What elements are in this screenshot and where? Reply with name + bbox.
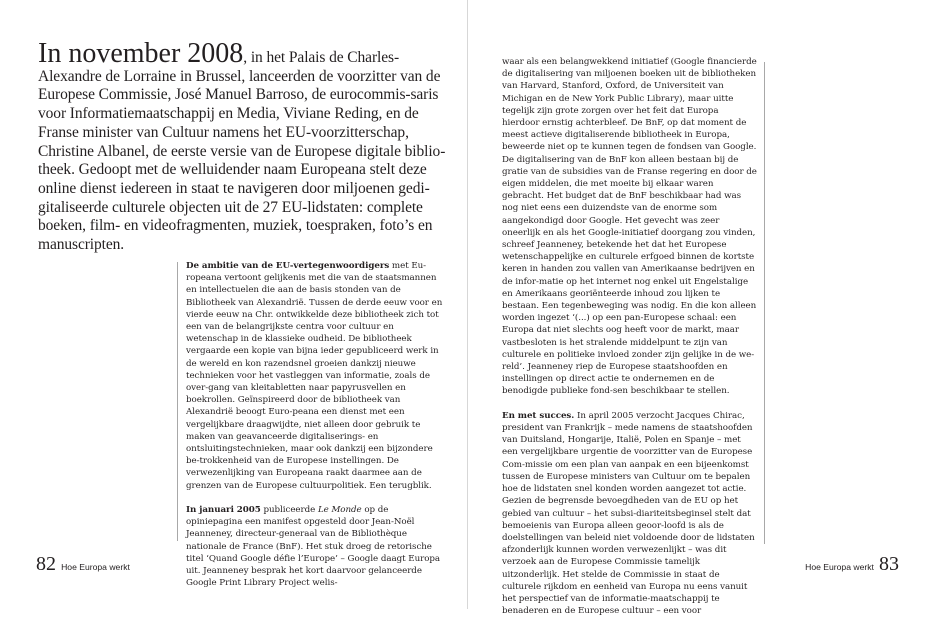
body-paragraph <box>186 260 444 492</box>
right-footer <box>805 553 899 576</box>
left-footer <box>36 553 130 576</box>
run-in-heading: In januari 2005 <box>186 505 261 516</box>
paragraph-text: publiceerde <box>260 505 318 516</box>
run-in-heading: De ambitie van de EU-vertegenwoordigers <box>186 261 390 271</box>
intro-text: , in het Palais de Charles-Alexandre de Lorraine in Brussel, lanceerden de voorzitter van de Europese Commissie, José Manuel Barroso, de eurocommis-saris voor Informatiemaatschappij en Media, Viviane Reding, en de Franse minister van Cultuur namens het EU-voorzitterschap, Christine Albanel, de eerste versie van de Europese digitale biblio-theek. Gedoopt met de welluidender naam Europeana stelt deze online dienst iedereen in staat te navigeren door miljoenen gedi-gitaliseerde culturele objecten uit de 27 EU-lidstaten: complete boeken, film- en videofragmenten, muziek, toespraken, foto’s en manuscripten. <box>38 49 446 254</box>
publication-title: Le Monde <box>317 505 362 516</box>
intro-lead: In november 2008 <box>38 38 244 69</box>
left-body-column <box>186 260 444 602</box>
column-rule-left <box>177 262 178 541</box>
column-rule-right <box>764 62 765 544</box>
intro-paragraph <box>38 38 450 255</box>
paragraph-text: waar als een belangwekkend initiatief (Google financierde de digitalisering van miljoenen boeken uit de bibliotheken van Harvard, Stanford, Oxford, de Universiteit van Michigan en de New York Public Library), maar uitte tegelijk zijn grote zorgen over het feit dat Europa hierdoor ernstig achterbleef. De BnF, op dat moment de meest actieve digitaliserende bibliotheek in Europa, beweerde niet op te kunnen tegen de fondsen van Google. De digitalisering van de BnF kon alleen bestaan bij de gratie van de subsidies van de Franse regering en door de eigen middelen, die met moeite bij elkaar waren gebracht. Het budget dat de BnF beschikbaar had was nog niet eens een duizendste van de enorme som aangekondigd door Google. Het gevecht was zeer oneerlijk en als het Google-initiatief doorgang zou vinden, schreef Jeanneney, betekende het dat het Europese wetenschappelijke en culturele erfgoed binnen de kortste keren in handen zou vallen van Amerikaanse bedrijven en de infor-matie op het internet nog enkel uit Engelstalige en Amerikaans georiënteerde inhoud zou lijken te bestaan. Een tegenbeweging was nodig. En die kon alleen worden ingezet ‘(...) op een pan-Europese schaal: een Europa dat niet slechts oog heeft voor de markt, maar vastbesloten is het stralende middelpunt te zijn van culturele en politieke invloed zonder zijn gelijke in de we-reld’. Jeanneney riep de Europese staatshoofden en instellingen op direct actie te ondernemen en de benodigde publieke fond-sen beschikbaar te stellen. <box>502 57 757 397</box>
page-gutter <box>467 0 468 609</box>
right-body-column <box>502 56 757 630</box>
page-number: 83 <box>879 553 899 575</box>
running-title: Hoe Europa werkt <box>805 562 874 572</box>
body-paragraph <box>186 504 444 589</box>
running-title: Hoe Europa werkt <box>61 562 130 572</box>
page-number: 82 <box>36 553 56 575</box>
paragraph-text: In april 2005 verzocht Jacques Chirac, president van Frankrijk – mede namens de staatshoofden van Duitsland, Hongarije, Italië, Polen en Spanje – met een vergelijkbare urgentie de voorzitter van de Europese Com-missie om een plan van aanpak en een bijeenkomst tussen de Europese ministers van Cultuur om te bepalen hoe de lidstaten snel konden worden aangezet tot actie. Gezien de begrensde bevoegdheden van de EU op het gebied van cultuur – het subsi-diariteitsbeginsel stelt dat bemoeienis van Europa alleen geoor-loofd is als de doelstellingen van beleid niet voldoende door de lidstaten afzonderlijk kunnen worden verwezenlijkt – was dit verzoek aan de Europese Commissie tamelijk uitzonderlijk. Het stelde de Commissie in staat de culturele rijkdom en eenheid van Europa nu eens vanuit het perspectief van de informatie-maatschappij te benaderen en de Europese cultuur – een voor <box>502 410 755 617</box>
paragraph-text: met Eu-ropeana vertoont gelijkenis met die van de staatsmannen en intellectuelen die aan de basis stonden van de Bibliotheek van Alexandrië. Tussen de derde eeuw voor en vierde eeuw na Chr. ontwikkelde deze bibliotheek zich tot een van de belangrijkste centra voor cultuur en wetenschap in de klassieke oudheid. De bibliotheek vergaarde een kopie van bijna ieder gepubliceerd werk in de wereld en kon razendsnel groeien dankzij nieuwe technieken voor het vastleggen van informatie, zoals de over-gang van kleitabletten naar papyrusvellen en boekrollen. Geïnspireerd door de bibliotheek van Alexandrië beoogt Euro-peana een dienst met een vergelijkbare draagwijdte, niet alleen door gebruik te maken van geavanceerde digitaliserings- en ontsluitingstechnieken, maar ook dankzij een bijzondere be-trokkenheid van de Europese instellingen. De verwezenlijking van Europeana raakt daarmee aan de grenzen van de Europese cultuurpolitiek. Een terugblik. <box>186 261 443 491</box>
body-paragraph <box>502 410 757 617</box>
body-paragraph <box>502 56 757 398</box>
run-in-heading: En met succes. <box>502 410 575 421</box>
paragraph-text: op de opiniepagina een manifest opgesteld door Jean-Noël Jeanneney, directeur-generaal van de Bibliothèque nationale de France (BnF). Het stuk droeg de retorische titel ‘Quand Google défie l’Europe’ – Google daagt Europa uit. Jeanneney besprak het kort daarvoor gelanceerde Google Print Library Project welis- <box>186 505 441 589</box>
